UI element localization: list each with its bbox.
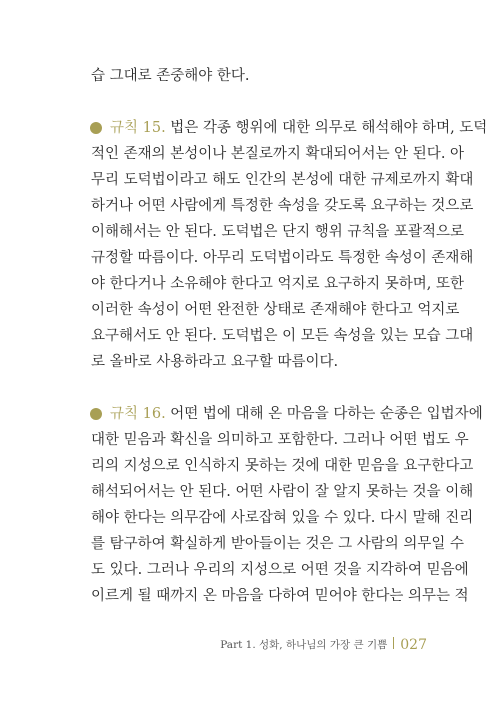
rule-15-label: 규칙 15.: [110, 120, 166, 136]
footer-divider: [393, 637, 394, 649]
running-title: Part 1. 성화, 하나님의 가장 큰 기쁨: [220, 639, 388, 651]
rule-15-line: 로 올바로 사용하라고 요구할 따름이다.: [91, 354, 339, 370]
rule-16-line: 해야 한다는 의무감에 사로잡혀 있을 수 있다. 다시 말해 진리: [91, 510, 474, 526]
rule-16-first-line: [110, 404, 483, 424]
continuation-line: 습 그대로 존중해야 한다.: [91, 68, 250, 84]
rule-16-line: 를 탐구하여 확실하게 받아들이는 것은 그 사람의 의무일 수: [91, 536, 465, 552]
rule-15-text-start: 법은 각종 행위에 대한 의무로 해석해야 하며, 도덕: [165, 120, 488, 136]
rule-15-line: 무리 도덕법이라고 해도 인간의 본성에 대한 규제로까지 확대: [91, 172, 474, 188]
rule-15-line: 야 한다거나 소유해야 한다고 억지로 요구하지 못하며, 또한: [91, 276, 465, 292]
page-number: 027: [400, 637, 427, 653]
rule-16-line: 이르게 될 때까지 온 마음을 다하여 믿어야 한다는 의무는 적: [91, 588, 469, 604]
rule-15-line: 요구해서도 안 된다. 도덕법은 이 모든 속성을 있는 모습 그대: [91, 328, 474, 344]
rule-15-line: 이해해서는 안 된다. 도덕법은 단지 행위 규칙을 포괄적으로: [91, 224, 465, 240]
rule-15-line: 하거나 어떤 사람에게 특정한 속성을 갖도록 요구하는 것으로: [91, 198, 474, 214]
rule-16-line: 해석되어서는 안 된다. 어떤 사람이 잘 알지 못하는 것을 이해: [91, 484, 474, 500]
rule-16-line: 리의 지성으로 인식하지 못하는 것에 대한 믿음을 요구한다고: [91, 458, 474, 474]
rule-16-bullet-icon: [90, 408, 102, 420]
rule-15-line: 적인 존재의 본성이나 본질로까지 확대되어서는 안 된다. 아: [91, 146, 465, 162]
page-footer: [220, 637, 427, 653]
rule-15-bullet-icon: [90, 122, 102, 134]
rule-15-first-line: [110, 118, 488, 138]
rule-16-line: 대한 믿음과 확신을 의미하고 포함한다. 그러나 어떤 법도 우: [91, 432, 469, 448]
rule-15-line: 이러한 속성이 어떤 완전한 상태로 존재해야 한다고 억지로: [91, 302, 460, 318]
rule-16-label: 규칙 16.: [110, 406, 166, 422]
rule-15-line: 규정할 따름이다. 아무리 도덕법이라도 특정한 속성이 존재해: [91, 250, 474, 266]
rule-16-text-start: 어떤 법에 대해 온 마음을 다하는 순종은 입법자에: [165, 406, 483, 422]
rule-16-line: 도 있다. 그러나 우리의 지성으로 어떤 것을 지각하여 믿음에: [91, 562, 469, 578]
